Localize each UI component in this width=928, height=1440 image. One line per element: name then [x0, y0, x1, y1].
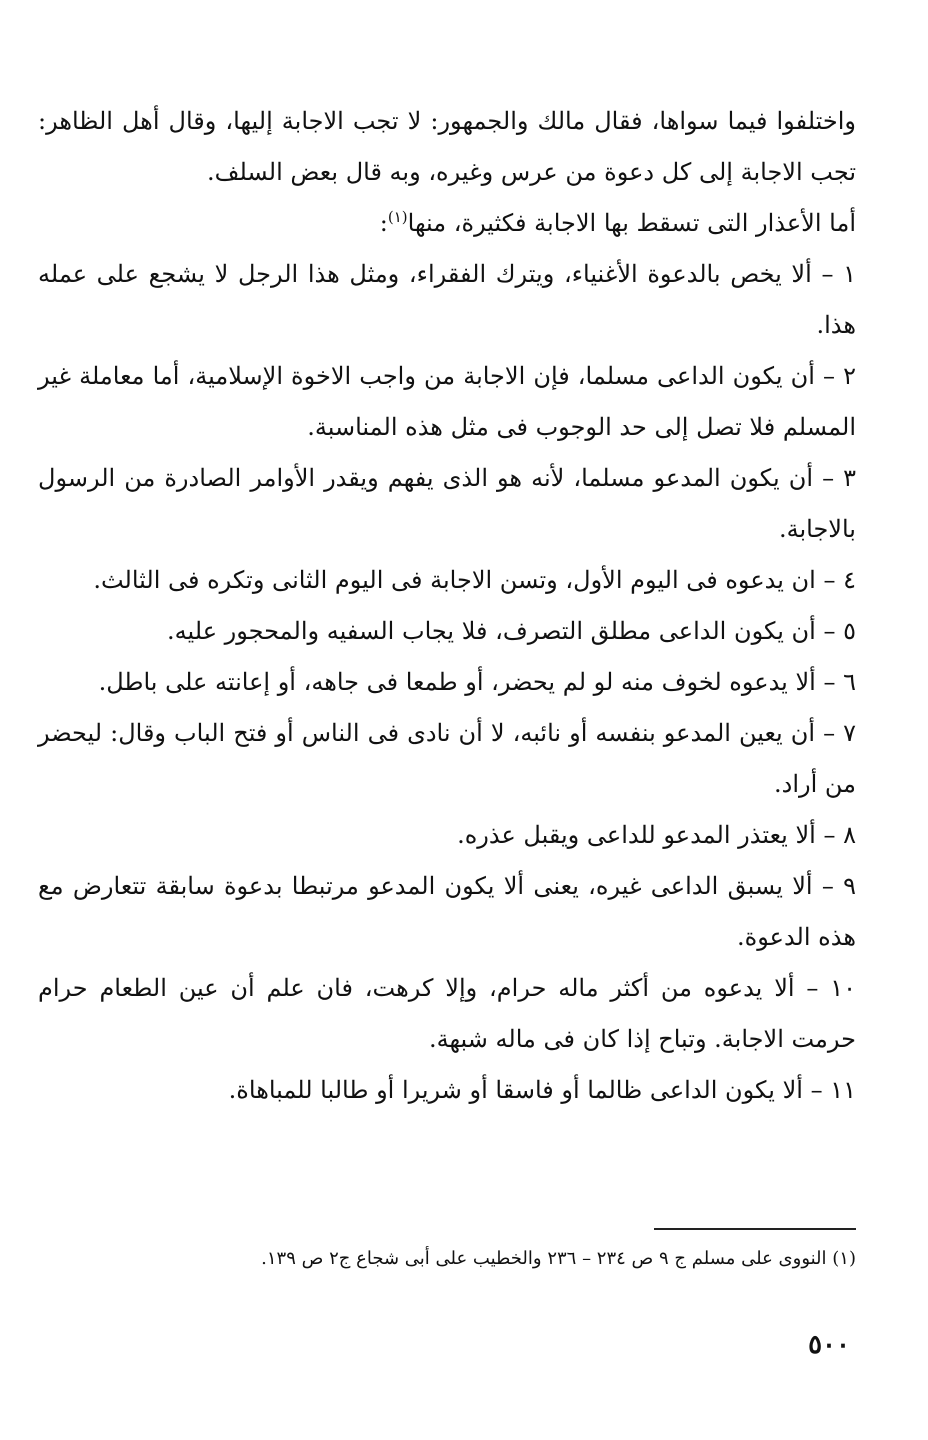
list-item-7: ٧ – أن يعين المدعو بنفسه أو نائبه، لا أن نادى فى الناس أو فتح الباب وقال: ليحضر من أراد. [38, 719, 856, 798]
list-item-5: ٥ – أن يكون الداعى مطلق التصرف، فلا يجاب السفيه والمحجور عليه. [167, 617, 856, 645]
list-item-4: ٤ – ان يدعوه فى اليوم الأول، وتسن الاجابة فى اليوم الثانى وتكره فى الثالث. [93, 566, 856, 594]
excuses-heading-colon: : [379, 209, 388, 237]
list-item-2: ٢ – أن يكون الداعى مسلما، فإن الاجابة من واجب الاخوة الإسلامية، أما معاملة غير المسلم فلا تصل إلى حد الوجوب فى مثل هذه المناسبة. [38, 362, 856, 441]
list-item-8: ٨ – ألا يعتذر المدعو للداعى ويقبل عذره. [457, 821, 856, 849]
page-body [38, 96, 856, 1116]
footnote-separator [654, 1228, 856, 1230]
list-item-1: ١ – ألا يخص بالدعوة الأغنياء، ويترك الفقراء، ومثل هذا الرجل لا يشجع على عمله هذا. [38, 260, 856, 339]
list-item-10: ١٠ – ألا يدعوه من أكثر ماله حرام، وإلا كرهت، فان علم أن عين الطعام حرام حرمت الاجابة. وتباح إذا كان فى ماله شبهة. [38, 974, 856, 1053]
excuses-heading-text: أما الأعذار التى تسقط بها الاجابة فكثيرة، منها [407, 209, 856, 237]
list-item-9: ٩ – ألا يسبق الداعى غيره، يعنى ألا يكون المدعو مرتبطا بدعوة سابقة تتعارض مع هذه الدعوة. [38, 872, 856, 951]
page-number: ٥٠٠ [808, 1330, 850, 1360]
footnote-reference: (١) [387, 208, 408, 226]
list-item-6: ٦ – ألا يدعوه لخوف منه لو لم يحضر، أو طمعا فى جاهه، أو إعانته على باطل. [98, 668, 856, 696]
footnote: (١) النووى على مسلم ج ٩ ص ٢٣٤ – ٢٣٦ والخطيب على أبى شجاع ج٢ ص ١٣٩. [261, 1248, 856, 1269]
paragraph-excuses-heading [38, 198, 856, 249]
list-item-11: ١١ – ألا يكون الداعى ظالما أو فاسقا أو شريرا أو طالبا للمباهاة. [228, 1076, 856, 1104]
paragraph-intro: واختلفوا فيما سواها، فقال مالك والجمهور: لا تجب الاجابة إليها، وقال أهل الظاهر: تجب الاجابة إلى كل دعوة من عرس وغيره، وبه قال بعض السلف. [38, 107, 856, 186]
list-item-3: ٣ – أن يكون المدعو مسلما، لأنه هو الذى يفهم ويقدر الأوامر الصادرة من الرسول بالاجابة. [38, 464, 857, 543]
